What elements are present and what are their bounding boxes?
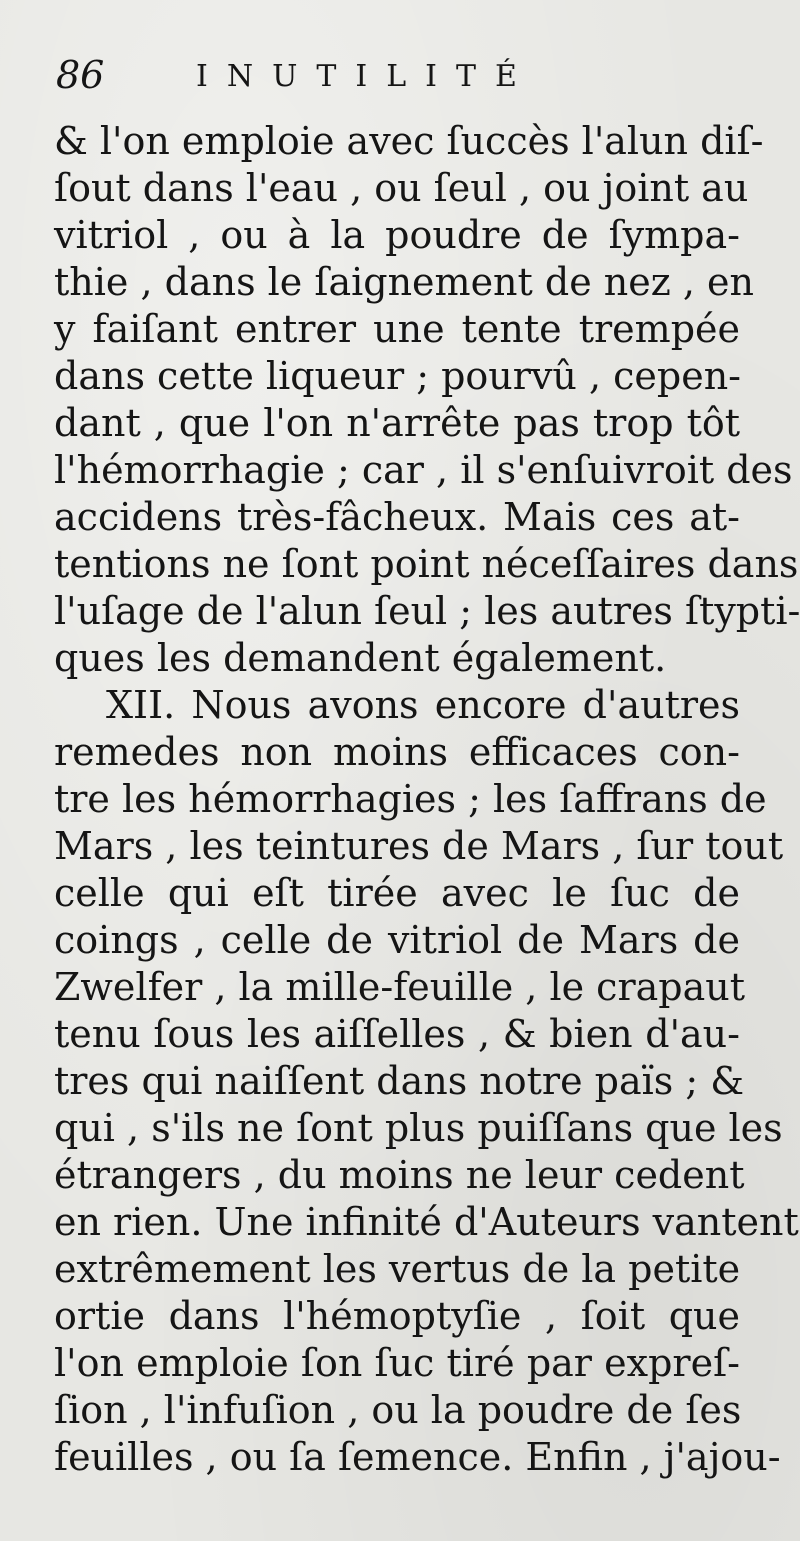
text-line: feuilles , ou ſa ſemence. Enfin , j'ajou- [54, 1435, 781, 1479]
text-line: dant , que l'on n'arrête pas trop tôt [54, 401, 740, 445]
text-line: qui , s'ils ne ſont plus puiſſans que les [54, 1106, 783, 1150]
page-number: 86 [56, 53, 105, 97]
text-line: coings , celle de vitriol de Mars de [54, 918, 740, 962]
text-line: thie , dans le ſaignement de nez , en [54, 260, 754, 304]
paragraph-start-line: XII. Nous avons encore d'autres [106, 683, 740, 727]
text-line: tres qui naiſſent dans notre païs ; & [54, 1059, 745, 1103]
text-line: étrangers , du moins ne leur cedent [54, 1153, 745, 1197]
text-line: Zwelfer , la mille-feuille , le crapaut [54, 965, 745, 1009]
text-line: l'uſage de l'alun ſeul ; les autres ſtypti- [54, 589, 800, 633]
text-line: & l'on emploie avec ſuccès l'alun diſ- [54, 119, 764, 163]
text-line: celle qui eſt tirée avec le ſuc de [54, 871, 740, 915]
text-line: vitriol , ou à la poudre de ſympa- [54, 213, 740, 257]
text-line: tenu ſous les aiſſelles , & bien d'au- [54, 1012, 740, 1056]
text-line: en rien. Une infinité d'Auteurs vantent [54, 1200, 799, 1244]
page-header [56, 50, 756, 100]
text-line: accidens très-fâcheux. Mais ces at- [54, 495, 740, 539]
body-text [54, 118, 800, 1481]
text-line: tre les hémorrhagies ; les ſaffrans de [54, 777, 767, 821]
text-line: ques les demandent également. [54, 636, 667, 680]
text-line: ortie dans l'hémoptyſie , ſoit que [54, 1294, 740, 1338]
text-line: ſion , l'infuſion , ou la poudre de ſes [54, 1388, 742, 1432]
text-line: y faiſant entrer une tente trempée [54, 307, 740, 351]
text-line: l'on emploie ſon ſuc tiré par expreſ- [54, 1341, 740, 1385]
running-title: INUTILITÉ [196, 59, 536, 94]
text-line: l'hémorrhagie ; car , il s'enſuivroit des [54, 448, 793, 492]
text-line: remedes non moins efficaces con- [54, 730, 740, 774]
text-line: Mars , les teintures de Mars , ſur tout [54, 824, 784, 868]
text-line: dans cette liqueur ; pourvû , cepen- [54, 354, 742, 398]
text-line: ſout dans l'eau , ou ſeul , ou joint au [54, 166, 749, 210]
text-line: extrêmement les vertus de la petite [54, 1247, 741, 1291]
text-line: tentions ne ſont point néceſſaires dans [54, 542, 799, 586]
